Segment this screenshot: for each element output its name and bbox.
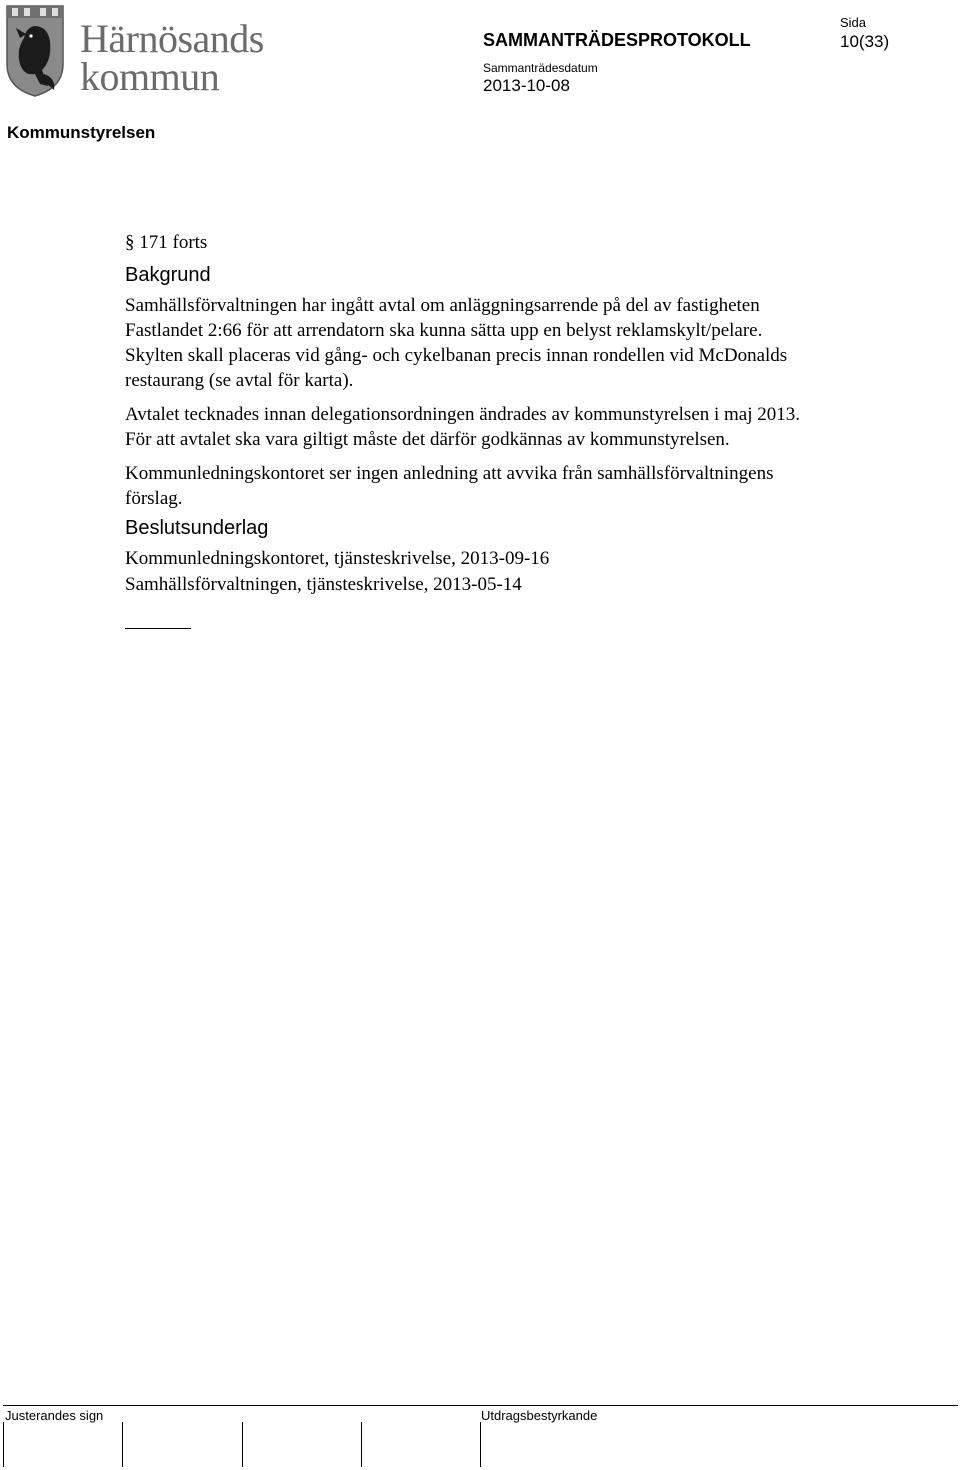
sign-label: Justerandes sign <box>5 1408 104 1423</box>
body-paragraph: Avtalet tecknades innan delegationsordningen ändrades av kommunstyrelsen i maj 2013. För att avtalet ska vara giltigt måste det därför godkännas av kommunstyrelsen. <box>125 404 801 450</box>
meeting-date-value: 2013-10-08 <box>483 76 570 95</box>
organization-name: Kommunstyrelsen <box>7 123 156 142</box>
section-end-rule <box>125 628 191 629</box>
section-heading-beslutsunderlag: Beslutsunderlag <box>125 517 269 539</box>
signature-box-divider <box>361 1422 362 1467</box>
body-paragraph: Samhällsförvaltningen har ingått avtal om anläggningsarrende på del av fastigheten Fastlandet 2:66 för att arrendatorn ska kunna sätta upp en belyst reklamskylt/pelare. Skylten skall placeras vid gång- och cykelbanan precis innan rondellen vid McDonalds restaurang (se avtal för karta). <box>125 295 788 391</box>
signature-box-divider <box>242 1422 243 1467</box>
document-body <box>125 230 825 629</box>
signature-box-divider <box>3 1422 4 1467</box>
document-title: SAMMANTRÄDESPROTOKOLL <box>483 30 751 50</box>
signature-footer <box>3 1405 958 1468</box>
logo-line-2: kommun <box>80 54 220 99</box>
page-number: 10(33) <box>840 32 890 51</box>
signature-box-divider <box>122 1422 123 1467</box>
page-label: Sida <box>840 15 867 30</box>
municipality-logo-text <box>80 16 264 99</box>
footer-divider <box>3 1405 958 1406</box>
body-paragraph: Kommunledningskontoret ser ingen anledning att avvika från samhällsförvaltningens förslag. <box>125 463 774 509</box>
logo-line-1: Härnösands <box>80 16 264 61</box>
coat-of-arms-icon <box>4 4 66 98</box>
section-heading-bakgrund: Bakgrund <box>125 264 211 286</box>
paragraph-reference: § 171 forts <box>125 232 208 253</box>
signature-box-divider <box>480 1422 481 1467</box>
reference-item: Samhällsförvaltningen, tjänsteskrivelse, 2013-05-14 <box>125 574 522 595</box>
reference-item: Kommunledningskontoret, tjänsteskrivelse, 2013-09-16 <box>125 548 550 569</box>
extract-verification-label: Utdragsbestyrkande <box>481 1408 598 1423</box>
meeting-date-label: Sammanträdesdatum <box>483 61 598 75</box>
